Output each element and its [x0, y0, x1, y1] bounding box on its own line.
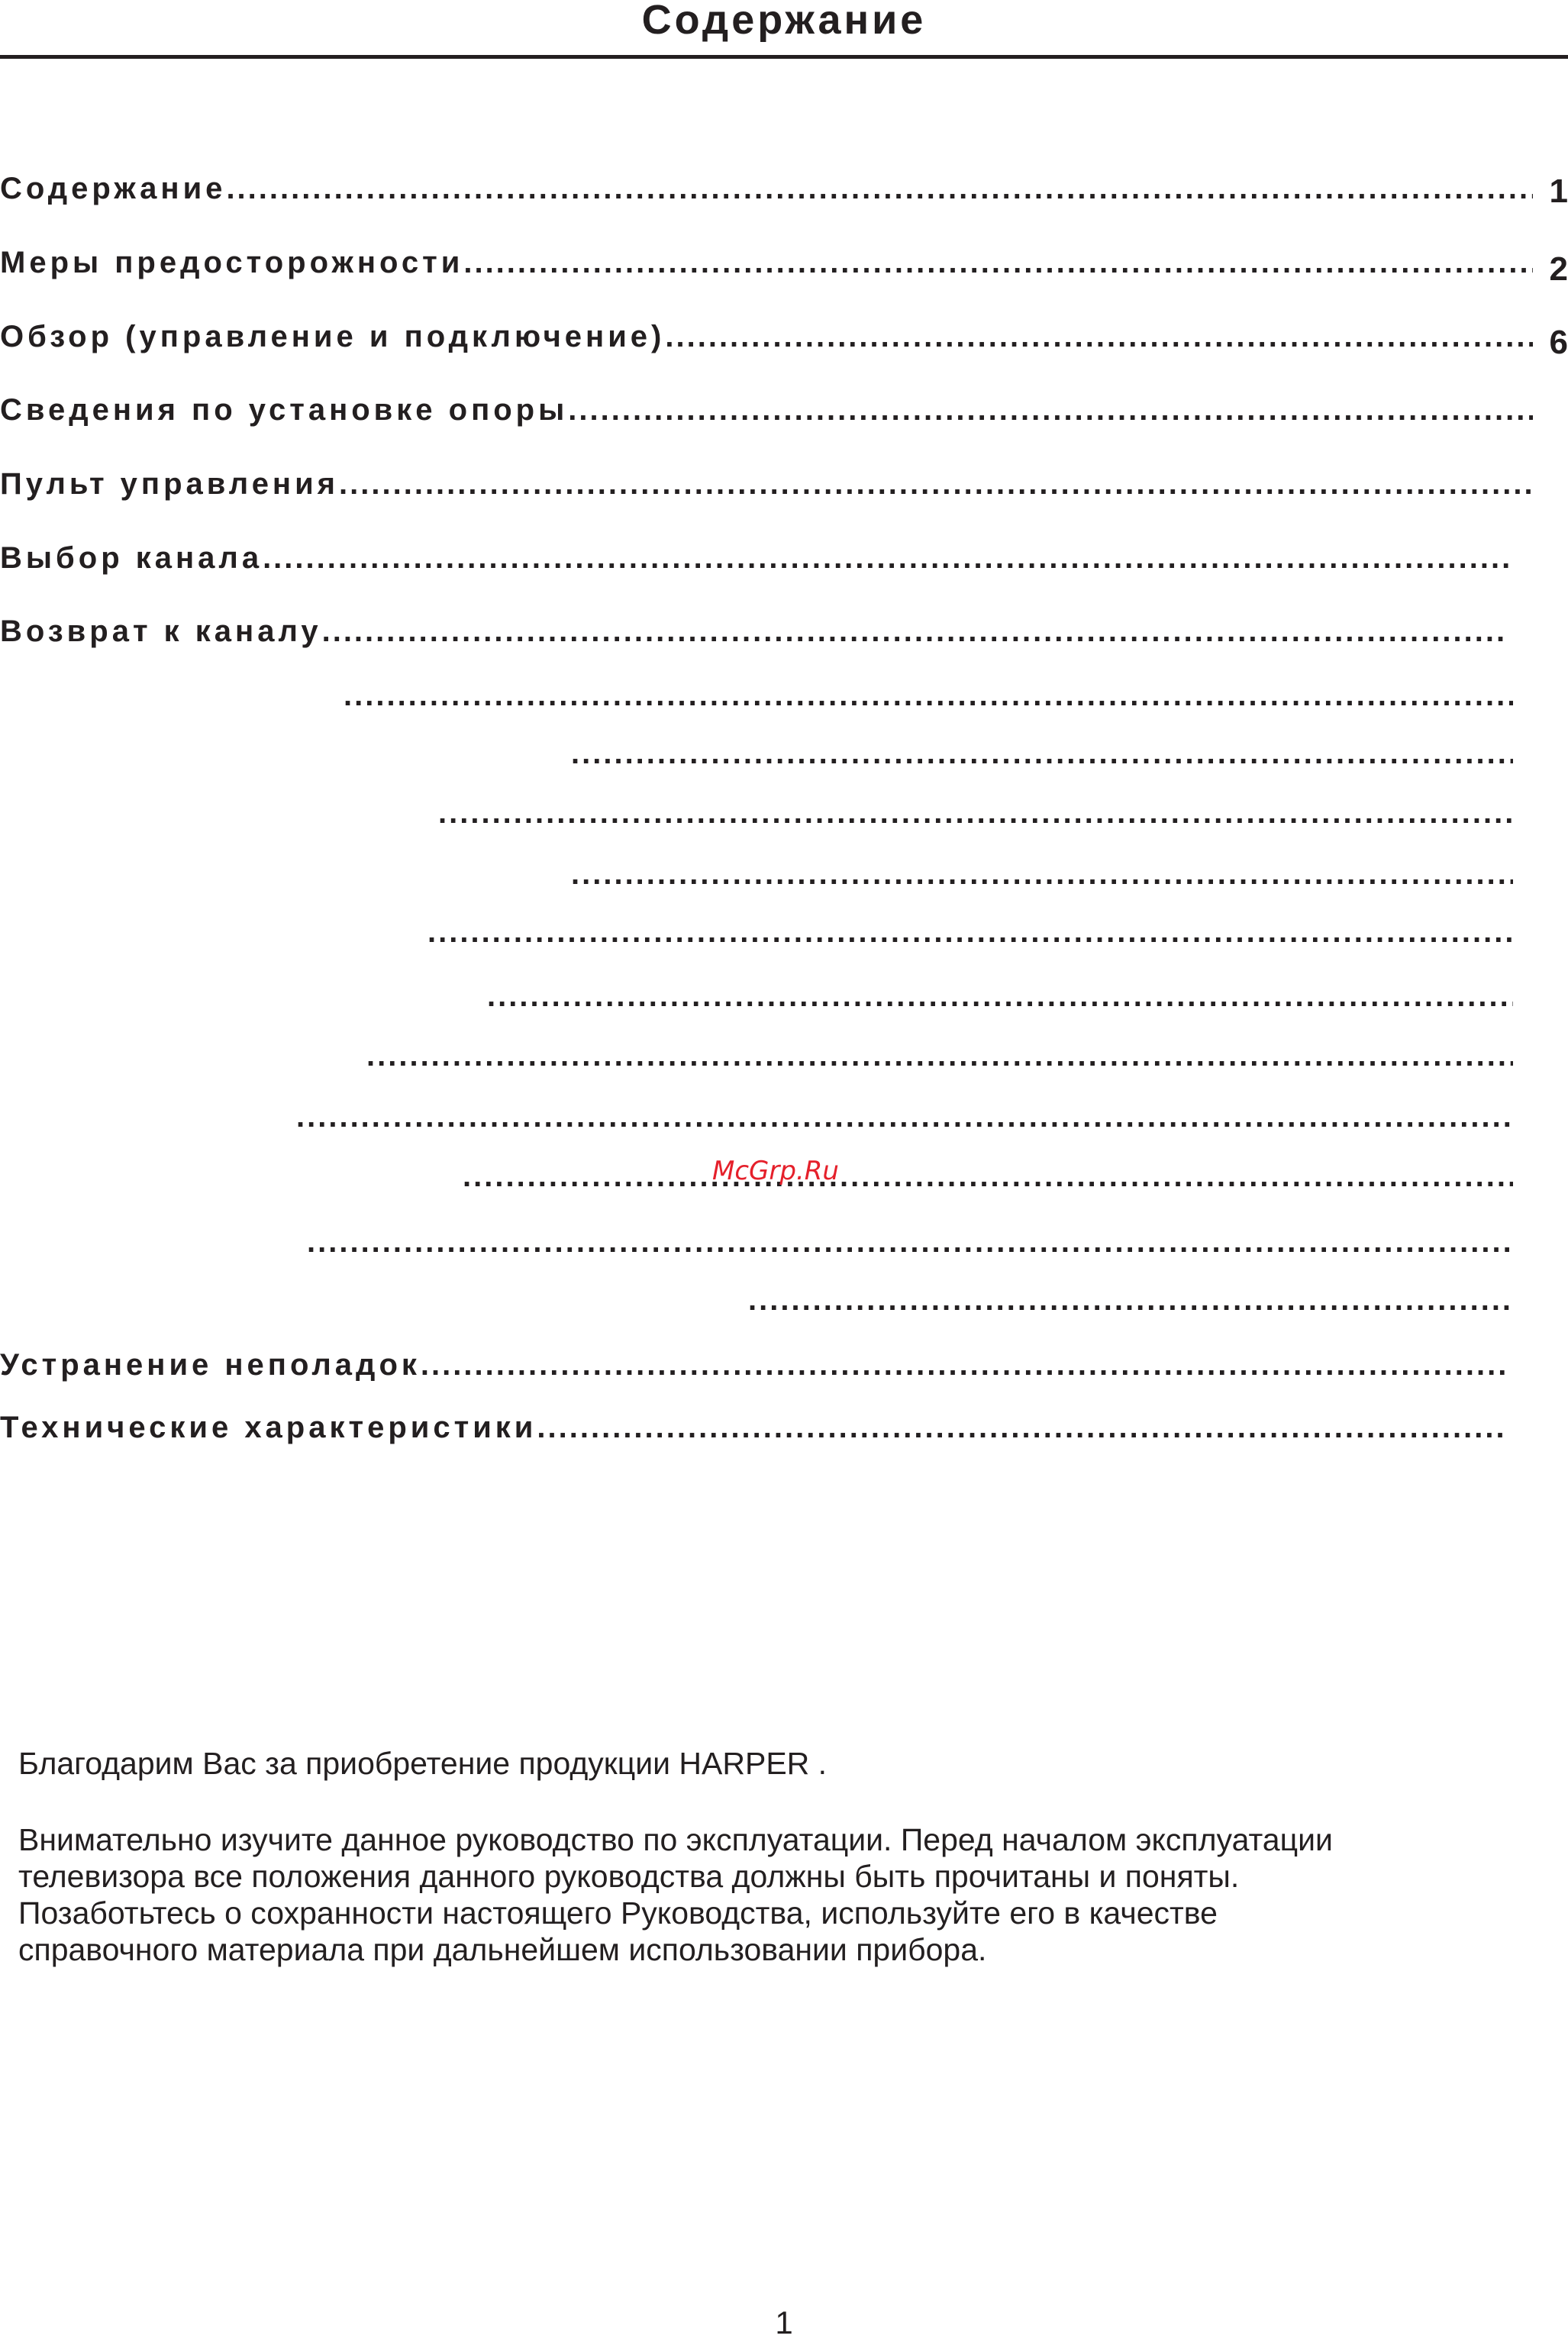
watermark-text: McGrp.Ru	[712, 1156, 839, 1186]
toc-leader-dots	[487, 977, 1513, 1015]
toc-leader-dots	[463, 1157, 1513, 1195]
toc-entry	[427, 913, 1513, 951]
instructions-line: Внимательно изучите данное руководство по эксплуатации. Перед началом эксплуатации	[18, 1822, 1333, 1857]
toc-entry-label: Технические характеристики	[0, 1410, 537, 1444]
toc-entry	[438, 794, 1513, 832]
toc-entry-label: Сведения по установке опоры	[0, 392, 569, 427]
toc-entry	[0, 391, 1533, 429]
toc-leader-dots	[571, 855, 1513, 893]
toc-entry	[571, 734, 1513, 773]
toc-entry	[344, 676, 1513, 715]
toc-leader-dots	[427, 913, 1513, 951]
toc-entry	[487, 977, 1513, 1015]
toc-entry	[366, 1037, 1513, 1075]
toc-leader-dots	[568, 391, 1533, 429]
toc-leader-dots	[438, 794, 1513, 832]
toc-leader-dots	[421, 1346, 1508, 1384]
instructions-line: Позаботьтесь о сохранности настоящего Руководства, используйте его в качестве	[18, 1895, 1218, 1931]
instructions-paragraph	[18, 1821, 1553, 1968]
toc-entry	[0, 539, 1508, 577]
toc-entry	[296, 1098, 1513, 1136]
toc-leader-dots	[537, 1408, 1508, 1447]
toc-entry-label: Пульт управления	[0, 466, 340, 501]
toc-entry-page: 2	[1549, 250, 1568, 288]
toc-leader-dots	[226, 169, 1533, 208]
toc-entry-page: 6	[1549, 324, 1568, 361]
toc-entry	[0, 612, 1508, 650]
toc-entry-label: Выбор канала	[0, 540, 263, 575]
toc-leader-dots	[296, 1098, 1513, 1136]
toc-entry	[0, 169, 1533, 208]
toc-entry	[0, 465, 1533, 503]
toc-leader-dots	[322, 612, 1508, 650]
title-divider	[0, 55, 1568, 59]
page-number: 1	[775, 2305, 793, 2340]
toc-entry	[0, 244, 1533, 282]
toc-leader-dots	[463, 244, 1533, 282]
toc-leader-dots	[344, 676, 1513, 715]
toc-leader-dots	[307, 1223, 1513, 1261]
toc-entry-label: Возврат к каналу	[0, 614, 322, 648]
toc-entry	[0, 318, 1533, 356]
toc-entry	[307, 1223, 1513, 1261]
instructions-line: телевизора все положения данного руководства должны быть прочитаны и поняты.	[18, 1859, 1240, 1894]
toc-entry	[571, 855, 1513, 893]
instructions-line: справочного материала при дальнейшем использовании прибора.	[18, 1932, 987, 1967]
toc-entry	[0, 1408, 1508, 1447]
toc-entry	[748, 1281, 1513, 1319]
toc-entry	[463, 1157, 1513, 1195]
toc-leader-dots	[366, 1037, 1513, 1075]
thanks-paragraph: Благодарим Вас за приобретение продукции HARPER .	[18, 1746, 828, 1781]
toc-entry-page: 1	[1549, 173, 1568, 210]
toc-leader-dots	[665, 318, 1533, 356]
toc-leader-dots	[263, 539, 1508, 577]
page-title: Содержание	[641, 0, 927, 43]
toc-leader-dots	[748, 1281, 1513, 1319]
toc-entry-label: Устранение неполадок	[0, 1347, 421, 1382]
toc-entry-label: Обзор (управление и подключение)	[0, 319, 666, 353]
toc-entry	[0, 1346, 1508, 1384]
toc-leader-dots	[571, 734, 1513, 773]
toc-leader-dots	[339, 465, 1533, 503]
toc-entry-label: Меры предосторожности	[0, 245, 464, 279]
toc-entry-label: Содержание	[0, 171, 227, 205]
